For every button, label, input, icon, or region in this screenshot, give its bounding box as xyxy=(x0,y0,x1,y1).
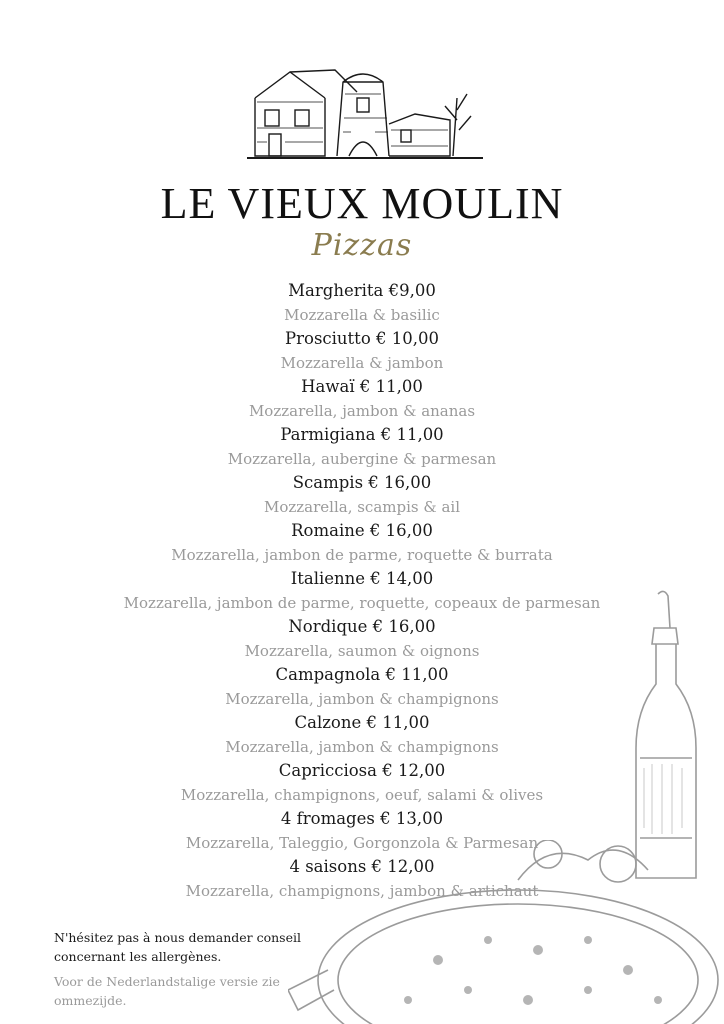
pizza-name-price: Italienne € 14,00 xyxy=(290,569,434,588)
pizza-ingredients: Mozzarella, champignons, oeuf, salami & olives xyxy=(180,786,544,804)
footer-notes xyxy=(54,928,314,1010)
pizza-ingredients: Mozzarella, jambon de parme, roquette, copeaux de parmesan xyxy=(123,594,601,612)
pizza-ingredients: Mozzarella, scampis & ail xyxy=(263,498,461,516)
pizza-name-price: 4 fromages € 13,00 xyxy=(280,809,444,828)
pizza-name-price: 4 saisons € 12,00 xyxy=(289,857,435,876)
menu-item xyxy=(0,471,724,519)
menu-item xyxy=(0,375,724,423)
menu-item xyxy=(0,519,724,567)
pizza-ingredients: Mozzarella, Taleggio, Gorgonzola & Parmesan xyxy=(185,834,539,852)
mill-house-logo-icon xyxy=(245,58,485,168)
pizza-name-price: Hawaï € 11,00 xyxy=(301,377,423,396)
pizza-ingredients: Mozzarella, jambon & ananas xyxy=(248,402,476,420)
pizza-ingredients: Mozzarella & basilic xyxy=(284,306,440,324)
pizza-ingredients: Mozzarella, jambon & champignons xyxy=(225,738,499,756)
pizza-ingredients: Mozzarella & jambon xyxy=(280,354,444,372)
menu-item xyxy=(0,759,724,807)
pizza-name-price: Margherita €9,00 xyxy=(288,281,436,300)
menu-item xyxy=(0,711,724,759)
dutch-version-note: Voor de Nederlandstalige versie zie ommezijde. xyxy=(54,974,280,1008)
allergen-note: N'hésitez pas à nous demander conseil concernant les allergènes. xyxy=(54,930,301,964)
menu-item xyxy=(0,327,724,375)
pizza-name-price: Romaine € 16,00 xyxy=(291,521,433,540)
pizza-ingredients: Mozzarella, jambon & champignons xyxy=(225,690,499,708)
menu-item xyxy=(0,423,724,471)
pizza-name-price: Scampis € 16,00 xyxy=(292,473,432,492)
menu-item xyxy=(0,279,724,327)
pizza-name-price: Parmigiana € 11,00 xyxy=(280,425,444,444)
pizza-name-price: Prosciutto € 10,00 xyxy=(285,329,439,348)
restaurant-title: LE VIEUX MOULIN xyxy=(160,179,564,228)
pizza-ingredients: Mozzarella, aubergine & parmesan xyxy=(227,450,497,468)
pizza-illustration-icon xyxy=(288,840,724,1024)
pizza-name-price: Nordique € 16,00 xyxy=(288,617,436,636)
menu-item xyxy=(0,663,724,711)
pizza-ingredients: Mozzarella, champignons, jambon & artichaut xyxy=(185,882,539,900)
pizza-ingredients: Mozzarella, saumon & oignons xyxy=(244,642,480,660)
section-subtitle: Pizzas xyxy=(311,228,413,263)
pizza-name-price: Calzone € 11,00 xyxy=(294,713,430,732)
pizza-name-price: Capricciosa € 12,00 xyxy=(278,761,446,780)
menu-item xyxy=(0,567,724,615)
pizza-ingredients: Mozzarella, jambon de parme, roquette & burrata xyxy=(171,546,553,564)
pizza-menu-list xyxy=(0,279,724,903)
pizza-name-price: Campagnola € 11,00 xyxy=(275,665,449,684)
menu-item xyxy=(0,615,724,663)
